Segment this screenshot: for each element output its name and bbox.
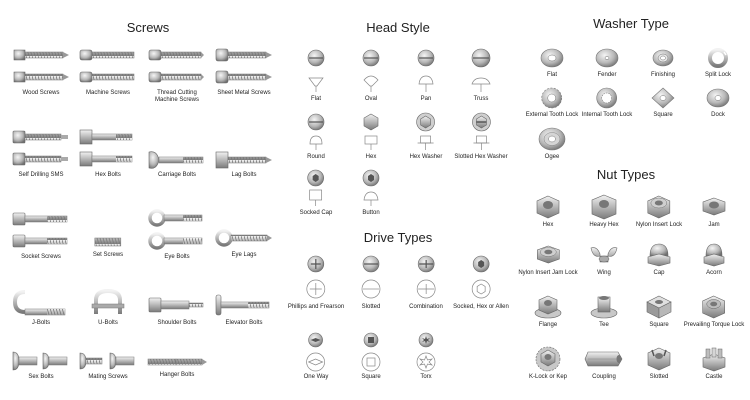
set-screw-icon bbox=[93, 234, 123, 250]
socket-screws-item bbox=[11, 210, 71, 261]
head-slotted-hex-washer-item bbox=[454, 112, 507, 161]
finishing-washer-icon bbox=[650, 46, 676, 70]
elevator-bolt-icon bbox=[214, 294, 274, 318]
drive-torx-item bbox=[414, 332, 438, 381]
nut-prevailing-torque-item bbox=[684, 294, 745, 329]
lag-bolts-label: Lag Bolts bbox=[231, 172, 257, 178]
hex-head-icon bbox=[360, 112, 382, 152]
socked-cap-head-icon bbox=[305, 168, 327, 208]
washer-square-item bbox=[650, 86, 676, 119]
torx-drive-icon bbox=[414, 332, 438, 372]
eye-bolt-icon bbox=[147, 208, 207, 252]
square-drive-icon bbox=[359, 332, 383, 372]
hanger-bolts-label: Hanger Bolts bbox=[159, 372, 195, 378]
machine-screws-label: Machine Screws bbox=[85, 90, 130, 96]
nut-hex-label: Hex bbox=[542, 222, 554, 228]
drive-phillips-item bbox=[288, 254, 344, 311]
head-oval-item bbox=[360, 48, 382, 103]
socket-screw-icon bbox=[11, 210, 71, 252]
external-tooth-lock-washer-icon bbox=[539, 86, 565, 110]
nut-tee-label: Tee bbox=[599, 322, 609, 328]
nut-tee-item bbox=[589, 294, 619, 329]
hex-washer-head-icon bbox=[415, 112, 437, 152]
nylon-insert-jam-lock-nut-icon bbox=[533, 242, 563, 268]
shoulder-bolts-label: Shoulder Bolts bbox=[157, 320, 197, 326]
mating-screws-label: Mating Screws bbox=[88, 374, 128, 380]
u-bolts-item bbox=[88, 288, 128, 327]
thread-cutting-screws-label: Thread Cutting Machine Screws bbox=[154, 90, 199, 103]
tee-nut-icon bbox=[589, 294, 619, 320]
washer-external-tooth-label: External Tooth Lock bbox=[525, 112, 579, 118]
machine-screws-item bbox=[78, 46, 138, 97]
sheet-metal-screws-label: Sheet Metal Screws bbox=[217, 90, 271, 96]
jam-nut-icon bbox=[699, 194, 729, 220]
nut-types-title: Nut Types bbox=[596, 167, 656, 182]
thread-cutting-screws-item bbox=[147, 46, 207, 104]
nut-slotted-item bbox=[644, 346, 674, 381]
washer-ogee-item bbox=[537, 126, 567, 161]
sex-bolts-label: Sex Bolts bbox=[28, 374, 54, 380]
nut-prevailing-torque-label: Prevailing Torque Lock bbox=[683, 322, 745, 328]
head-style-title: Head Style bbox=[366, 20, 430, 35]
head-truss-item bbox=[470, 48, 492, 103]
hex-bolts-label: Hex Bolts bbox=[95, 172, 121, 178]
k-lock-nut-icon bbox=[533, 346, 563, 372]
pan-head-icon bbox=[415, 48, 437, 94]
split-lock-washer-icon bbox=[705, 46, 731, 70]
head-oval-label: Oval bbox=[364, 96, 378, 102]
washer-internal-tooth-item bbox=[582, 86, 633, 119]
thread-cutting-screw-icon bbox=[147, 46, 207, 88]
combination-drive-icon bbox=[414, 254, 438, 302]
flange-nut-icon bbox=[533, 294, 563, 320]
nut-cap-item bbox=[644, 242, 674, 277]
internal-tooth-lock-washer-icon bbox=[594, 86, 620, 110]
head-truss-label: Truss bbox=[473, 96, 489, 102]
nut-hex-item bbox=[533, 194, 563, 229]
washer-dock-label: Dock bbox=[711, 112, 725, 118]
phillips-drive-icon bbox=[304, 254, 328, 302]
washer-flat-label: Flat bbox=[546, 72, 557, 78]
socket-screws-label: Socket Screws bbox=[21, 254, 61, 260]
slotted-hex-washer-head-icon bbox=[470, 112, 492, 152]
head-button-label: Button bbox=[362, 210, 380, 216]
drive-square-label: Square bbox=[361, 374, 381, 380]
slotted-nut-icon bbox=[644, 346, 674, 372]
nut-jam-label: Jam bbox=[708, 222, 720, 228]
socked-hex-drive-icon bbox=[469, 254, 493, 302]
hanger-bolt-icon bbox=[146, 354, 208, 370]
set-screws-label: Set Screws bbox=[92, 252, 124, 258]
head-hex-washer-label: Hex Washer bbox=[409, 154, 443, 160]
drive-types-title: Drive Types bbox=[363, 230, 433, 245]
head-round-label: Round bbox=[307, 154, 325, 160]
elevator-bolts-item bbox=[214, 294, 274, 327]
j-bolts-label: J-Bolts bbox=[31, 320, 51, 326]
nut-nylon-insert-jam-item bbox=[518, 242, 577, 277]
head-hex-item bbox=[360, 112, 382, 161]
sex-bolts-item bbox=[11, 350, 71, 381]
drive-slotted-label: Slotted bbox=[361, 304, 381, 310]
carriage-bolts-item bbox=[147, 150, 207, 179]
eye-lag-icon bbox=[214, 226, 274, 250]
lag-bolts-item bbox=[214, 150, 274, 179]
hanger-bolts-item bbox=[146, 354, 208, 379]
mating-screws-item bbox=[78, 350, 138, 381]
nut-nylon-insert-jam-label: Nylon Insert Jam Lock bbox=[518, 270, 578, 276]
cap-nut-icon bbox=[644, 242, 674, 268]
eye-lags-label: Eye Lags bbox=[231, 252, 257, 258]
nut-nylon-insert-lock-item bbox=[636, 194, 682, 229]
washer-fender-label: Fender bbox=[597, 72, 617, 78]
u-bolt-icon bbox=[88, 288, 128, 318]
wing-nut-icon bbox=[589, 242, 619, 268]
wood-screws-item bbox=[11, 46, 71, 97]
washer-square-label: Square bbox=[653, 112, 673, 118]
nut-castle-label: Castle bbox=[705, 374, 723, 380]
heavy-hex-nut-icon bbox=[589, 194, 619, 220]
eye-lags-item bbox=[214, 226, 274, 259]
washer-external-tooth-item bbox=[526, 86, 579, 119]
drive-slotted-item bbox=[359, 254, 383, 311]
square-nut-icon bbox=[644, 294, 674, 320]
ogee-washer-icon bbox=[537, 126, 567, 152]
shoulder-bolts-item bbox=[147, 294, 207, 327]
screws-title: Screws bbox=[126, 20, 170, 35]
self-drilling-screw-icon bbox=[11, 128, 71, 170]
acorn-nut-icon bbox=[699, 242, 729, 268]
sex-bolt-icon bbox=[11, 350, 71, 372]
sheet-metal-screw-icon bbox=[214, 46, 274, 88]
drive-combination-label: Combination bbox=[409, 304, 443, 310]
washer-finishing-label: Finishing bbox=[650, 72, 675, 78]
round-head-icon bbox=[305, 112, 327, 152]
washer-finishing-item bbox=[650, 46, 676, 79]
nut-cap-label: Cap bbox=[653, 270, 665, 276]
drive-one-way-label: One Way bbox=[303, 374, 329, 380]
lag-bolt-icon bbox=[214, 150, 274, 170]
coupling-nut-icon bbox=[584, 346, 624, 372]
nut-wing-label: Wing bbox=[597, 270, 611, 276]
head-round-item bbox=[305, 112, 327, 161]
nut-acorn-label: Acorn bbox=[706, 270, 722, 276]
nut-wing-item bbox=[589, 242, 619, 277]
drive-socked-hex-label: Socked, Hex or Allen bbox=[453, 304, 509, 310]
j-bolts-item bbox=[11, 288, 71, 327]
head-pan-label: Pan bbox=[420, 96, 432, 102]
eye-bolts-item bbox=[147, 208, 207, 261]
j-bolt-icon bbox=[11, 288, 71, 318]
shoulder-bolt-icon bbox=[147, 294, 207, 318]
washer-dock-item bbox=[705, 86, 731, 119]
eye-bolts-label: Eye Bolts bbox=[164, 254, 190, 260]
machine-screw-icon bbox=[78, 46, 138, 88]
washer-fender-item bbox=[594, 46, 620, 79]
nut-acorn-item bbox=[699, 242, 729, 277]
nut-nylon-insert-lock-label: Nylon Insert Lock bbox=[635, 222, 683, 228]
head-hex-label: Hex bbox=[365, 154, 377, 160]
head-hex-washer-item bbox=[410, 112, 443, 161]
washer-ogee-label: Ogee bbox=[544, 154, 560, 160]
mating-screw-icon bbox=[78, 350, 138, 372]
self-drilling-sms-label: Self Drilling SMS bbox=[18, 172, 64, 178]
slotted-drive-icon bbox=[359, 254, 383, 302]
head-slotted-hex-washer-label: Slotted Hex Washer bbox=[454, 154, 508, 160]
nut-flange-label: Flange bbox=[538, 322, 558, 328]
head-flat-label: Flat bbox=[310, 96, 321, 102]
nut-slotted-label: Slotted bbox=[649, 374, 669, 380]
castle-nut-icon bbox=[699, 346, 729, 372]
wood-screw-icon bbox=[11, 46, 71, 88]
head-socked-cap-item bbox=[300, 168, 333, 217]
truss-head-icon bbox=[470, 48, 492, 94]
elevator-bolts-label: Elevator Bolts bbox=[225, 320, 263, 326]
drive-combination-item bbox=[409, 254, 443, 311]
button-head-icon bbox=[360, 168, 382, 208]
head-pan-item bbox=[415, 48, 437, 103]
dock-washer-icon bbox=[705, 86, 731, 110]
washer-type-title: Washer Type bbox=[593, 16, 669, 31]
nut-k-lock-item bbox=[529, 346, 567, 381]
washer-flat-item bbox=[539, 46, 565, 79]
sheet-metal-screws-item bbox=[214, 46, 274, 97]
carriage-bolts-label: Carriage Bolts bbox=[157, 172, 196, 178]
head-flat-item bbox=[305, 48, 327, 103]
self-drilling-sms-item bbox=[11, 128, 71, 179]
nut-k-lock-label: K-Lock or Kep bbox=[528, 374, 568, 380]
drive-one-way-item bbox=[304, 332, 329, 381]
nut-coupling-label: Coupling bbox=[592, 374, 616, 380]
nut-jam-item bbox=[699, 194, 729, 229]
hex-bolts-item bbox=[78, 128, 138, 179]
oval-head-icon bbox=[360, 48, 382, 94]
washer-internal-tooth-label: Internal Tooth Lock bbox=[581, 112, 633, 118]
u-bolts-label: U-Bolts bbox=[98, 320, 118, 326]
one-way-drive-icon bbox=[304, 332, 328, 372]
nut-heavy-hex-item bbox=[589, 194, 619, 229]
nut-square-label: Square bbox=[649, 322, 669, 328]
wood-screws-label: Wood Screws bbox=[22, 90, 60, 96]
nut-square-item bbox=[644, 294, 674, 329]
hex-nut-icon bbox=[533, 194, 563, 220]
washer-split-lock-item bbox=[705, 46, 731, 79]
nylon-insert-lock-nut-icon bbox=[644, 194, 674, 220]
nut-flange-item bbox=[533, 294, 563, 329]
hex-bolt-icon bbox=[78, 128, 138, 170]
head-socked-cap-label: Socked Cap bbox=[299, 210, 333, 216]
nut-coupling-item bbox=[584, 346, 624, 381]
drive-torx-label: Torx bbox=[420, 374, 432, 380]
washer-split-lock-label: Split Lock bbox=[704, 72, 732, 78]
prevailing-torque-lock-nut-icon bbox=[699, 294, 729, 320]
carriage-bolt-icon bbox=[147, 150, 207, 170]
set-screws-item bbox=[93, 234, 123, 259]
nut-heavy-hex-label: Heavy Hex bbox=[589, 222, 619, 228]
head-button-item bbox=[360, 168, 382, 217]
nut-castle-item bbox=[699, 346, 729, 381]
square-washer-icon bbox=[650, 86, 676, 110]
drive-socked-hex-item bbox=[453, 254, 509, 311]
drive-phillips-label: Phillips and Frearson bbox=[287, 304, 345, 310]
fender-washer-icon bbox=[594, 46, 620, 70]
flat-head-icon bbox=[305, 48, 327, 94]
drive-square-item bbox=[359, 332, 383, 381]
flat-washer-icon bbox=[539, 46, 565, 70]
